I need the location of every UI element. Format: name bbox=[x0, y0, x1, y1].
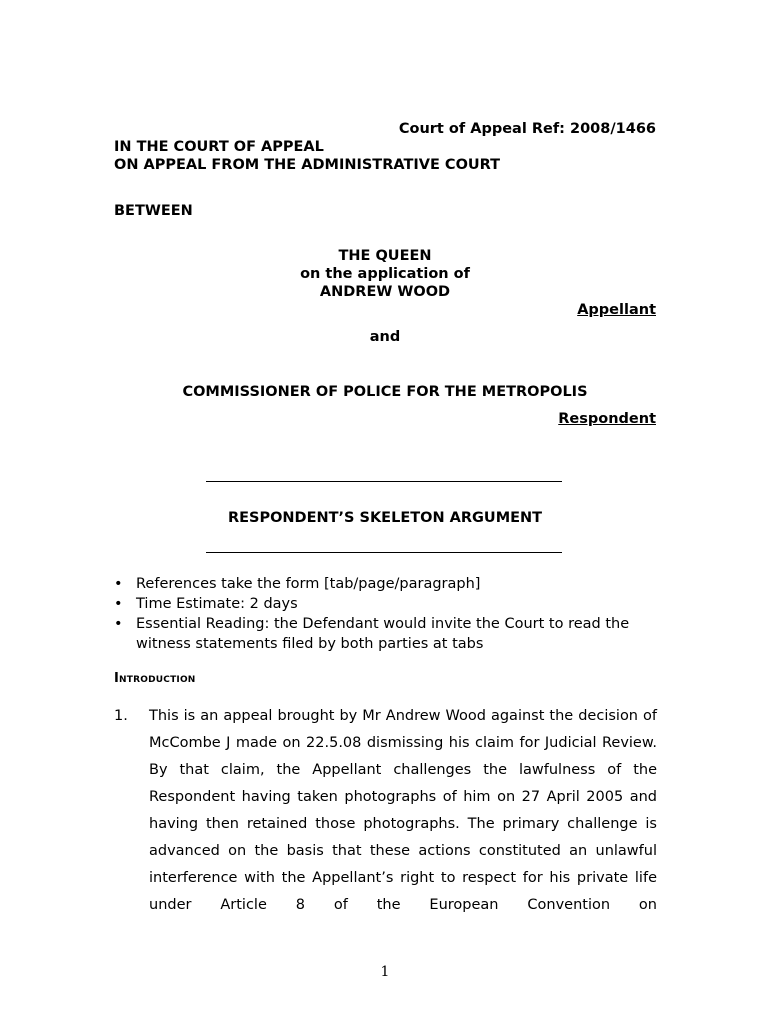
and-label: and bbox=[369, 329, 401, 345]
between-label: BETWEEN bbox=[114, 203, 193, 219]
party1-line3: ANDREW WOOD bbox=[319, 284, 451, 300]
bullet-icon: • bbox=[114, 616, 123, 632]
title-rule-top bbox=[206, 481, 562, 482]
respondent-label: Respondent bbox=[558, 411, 656, 427]
bullet-icon: • bbox=[114, 596, 123, 612]
party1-line2: on the application of bbox=[300, 266, 470, 282]
paragraph-1 bbox=[114, 703, 657, 919]
bullet-icon: • bbox=[114, 576, 123, 592]
bullet-list bbox=[114, 574, 659, 654]
court-name: IN THE COURT OF APPEAL bbox=[114, 139, 324, 155]
appellant-label: Appellant bbox=[577, 302, 656, 318]
bullet-item bbox=[114, 574, 659, 594]
party2-name: COMMISSIONER OF POLICE FOR THE METROPOLIS bbox=[182, 384, 588, 400]
page-number: 1 bbox=[380, 964, 390, 980]
bullet-text: Essential Reading: the Defendant would invite the Court to read the witness statements filed by both parties at tabs bbox=[136, 616, 630, 652]
title-rule-bottom bbox=[206, 552, 562, 553]
bullet-item bbox=[114, 614, 659, 654]
paragraph-number: 1. bbox=[114, 708, 128, 724]
section-heading: Introduction bbox=[114, 671, 196, 686]
party1-line1: THE QUEEN bbox=[338, 248, 432, 264]
case-reference: Court of Appeal Ref: 2008/1466 bbox=[398, 121, 656, 137]
paragraph-text: This is an appeal brought by Mr Andrew Wood against the decision of McCombe J made on 22.5.08 dismissing his claim for Judicial Review. By that claim, the Appellant challenges the lawfulness of the Respondent having taken photographs of him on 27 April 2005 and having then retained those photographs. The primary challenge is advanced on the basis that these actions constituted an unlawful interference with the Appellant’s right to respect for his private life under Article 8 of the European Convention on bbox=[149, 708, 657, 913]
bullet-text: Time Estimate: 2 days bbox=[136, 596, 298, 612]
bullet-text: References take the form [tab/page/paragraph] bbox=[136, 576, 481, 592]
bullet-item bbox=[114, 594, 659, 614]
court-appeal-from: ON APPEAL FROM THE ADMINISTRATIVE COURT bbox=[114, 157, 501, 173]
document-title: RESPONDENT’S SKELETON ARGUMENT bbox=[227, 510, 543, 526]
